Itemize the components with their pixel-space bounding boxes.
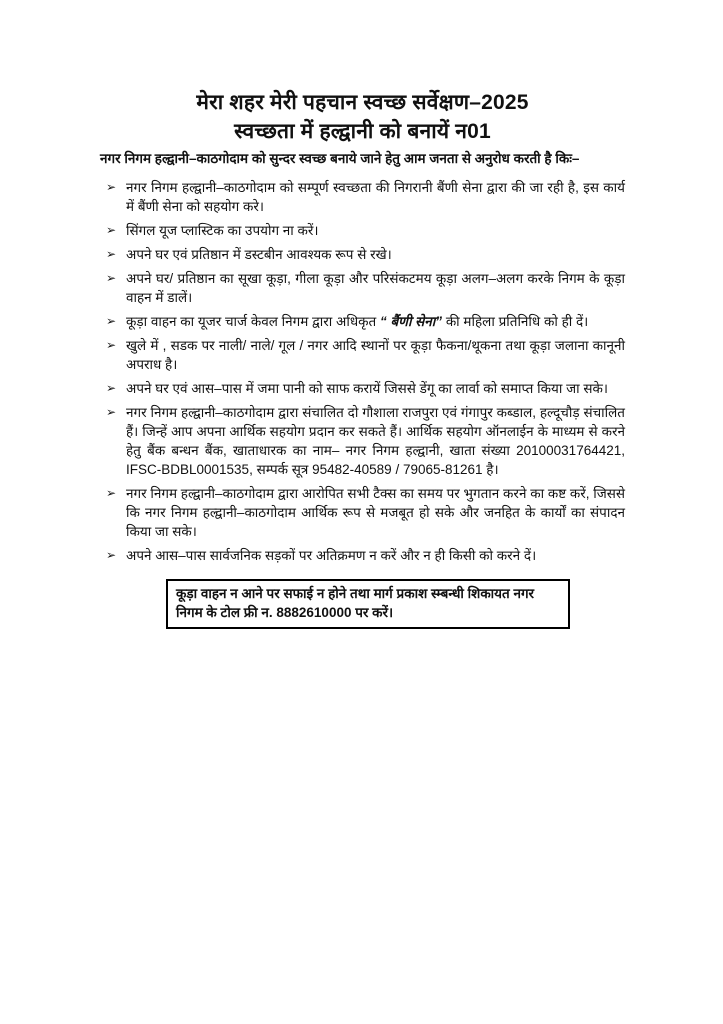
appeal-subtitle: नगर निगम हल्द्वानी–काठगोदाम को सुन्दर स्वच्छ बनाये जाने हेतु आम जनता से अनुरोध करती है किः– [100,151,580,166]
list-item [100,546,625,565]
bullet-text: नगर निगम हल्द्वानी–काठगोदाम द्वारा आरोपित सभी टैक्स का समय पर भुगतान करने का कष्ट करें, जिससे कि नगर निगम हल्द्वानी–काठगोदाम आर्थिक रूप से मजबूत हो सके और जनहित के कार्यों का संपादन किया जा सके। [126,486,625,539]
bullet-text: अपने घर/ प्रतिष्ठान का सूखा कूड़ा, गीला कूड़ा और परिसंकटमय कूड़ा अलग–अलग करके निगम के कूड़ा वाहन में डालें। [126,271,625,305]
bullet-text: नगर निगम हल्द्वानी–काठगोदाम को सम्पूर्ण स्वच्छता की निगरानी बैंणी सेना द्वारा की जा रही है, इस कार्य में बैंणी सेना को सहयोग करे। [126,180,625,214]
list-item [100,178,625,216]
arrow-bullet-icon: ➢ [106,247,117,261]
bullet-text: नगर निगम हल्द्वानी–काठगोदाम द्वारा संचालित दो गौशाला राजपुरा एवं गंगापुर कब्डाल, हल्दूचौड़ संचालित हैं। जिन्हें आप अपना आर्थिक सहयोग प्रदान कर सकते हैं। आर्थिक सहयोग ऑनलाईन के माध्यम से करने हेतु बैंक बन्धन बैंक, खाताधारक का नाम– नगर निगम हल्द्वानी, खाता संख्या 20100031764421, IFSC-BDBL0001535, सम्पर्क सूत्र 95482-40589 / 79065-81261 है। [126,405,625,477]
bullet-text: अपने आस–पास सार्वजनिक सड़कों पर अतिक्रमण न करें और न ही किसी को करने दें। [126,548,537,563]
page-title-line1: मेरा शहर मेरी पहचान स्वच्छ सर्वेक्षण–2025 [196,91,529,114]
page-title-line2: स्वच्छता में हल्द्वानी को बनायें न01 [234,120,491,143]
list-item [100,312,625,331]
arrow-bullet-icon: ➢ [106,405,117,419]
bullet-text: अपने घर एवं प्रतिष्ठान में डस्टबीन आवश्यक रूप से रखे। [126,247,392,262]
bullet-text-emphasis: “ बैंणी सेना” [379,314,443,329]
list-item [100,245,625,264]
bullet-text: खुले में , सडक पर नाली/ नाले/ गूल / नगर आदि स्थानों पर कूड़ा फैकना/थूकना तथा कूड़ा जलाना कानूनी अपराध है। [126,338,625,372]
bullet-text-segment: की महिला प्रतिनिधि को ही दें। [442,314,589,329]
list-item [100,269,625,307]
arrow-bullet-icon: ➢ [106,180,117,194]
list-item [100,379,625,398]
list-item [100,221,625,240]
bullet-text: सिंगल यूज प्लास्टिक का उपयोग ना करें। [126,223,319,238]
arrow-bullet-icon: ➢ [106,381,117,395]
arrow-bullet-icon: ➢ [106,314,117,328]
arrow-bullet-icon: ➢ [106,271,117,285]
bullet-text [126,312,625,331]
bullet-text: अपने घर एवं आस–पास में जमा पानी को साफ करायें जिससे डेंगू का लार्वा को समाप्त किया जा सके। [126,381,608,396]
list-item [100,484,625,541]
arrow-bullet-icon: ➢ [106,338,117,352]
points-list [100,178,625,565]
complaint-notice-box: कूड़ा वाहन न आने पर सफाई न होने तथा मार्ग प्रकाश स्म्बन्धी शिकायत नगर निगम के टोल फ्री न. 8882610000 पर करें। [166,579,570,629]
arrow-bullet-icon: ➢ [106,223,117,237]
list-item [100,403,625,479]
arrow-bullet-icon: ➢ [106,548,117,562]
bullet-text-segment: कूड़ा वाहन का यूजर चार्ज केवल निगम द्वारा अधिकृत [126,314,380,329]
list-item [100,336,625,374]
arrow-bullet-icon: ➢ [106,486,117,500]
